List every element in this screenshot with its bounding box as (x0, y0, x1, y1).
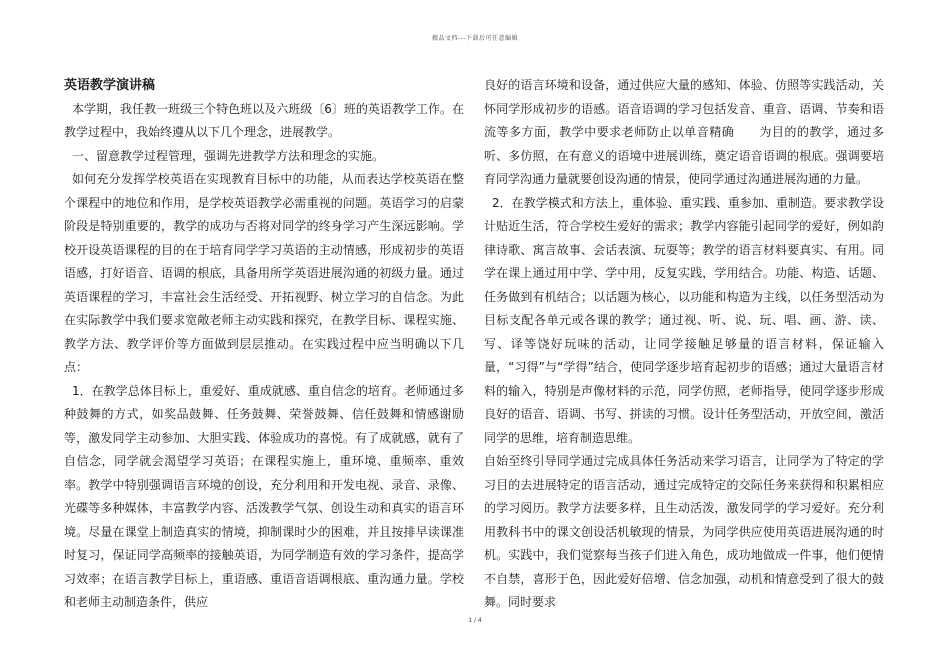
paragraph: 2．在教学模式和方法上，重体验、重实践、重参加、重制造。要求教学设计贴近生活，符合学校生爱好的需求；教学内容能引起同学的爱好，例如韵律诗歌、寓言故事、会话表演、玩耍等；教学的语言材料要真实、有用。同学在课上通过用中学、学中用，反复实践，学用结合。功能、构造、话题、任务做到有机结合；以话题为核心，以功能和构造为主线，以任务型活动为目标支配各单元或各课的教学；通过视、听、说、玩、唱、画、游、读、写、译等饶好玩味的活动，让同学接触足够量的语言材料，保证输入量，“习得”与“学得”结合，使同学逐步培育起初步的语感；通过大量语言材料的输入，特别是声像材料的示范，同学仿照，老师指导，使同学逐步形成良好的语音、语调、书写、拼读的习惯。设计任务型活动，开放空间，激活同学的思维，培育制造思维。 (484, 195, 884, 445)
section-heading: 一、留意教学过程管理，强调先进教学方法和理念的实施。 (72, 148, 385, 163)
page-header: 精品文档---下载后可任意编辑 (432, 35, 518, 42)
left-column (64, 74, 464, 615)
paragraph: 良好的语言环境和设备，通过供应大量的感知、体验、仿照等实践活动，关怀同学形成初步的语感。语音语调的学习包括发音、重音、语调、节奏和语流等多方面，教学中要求老师防止以单音精确 为目的的教学，通过多听、多仿照，在有意义的语境中进展训练，奠定语音语调的根底。强调要培育同学沟通力量就要创设沟通的情景，使同学通过沟通进展沟通的力量。 (484, 78, 884, 186)
paragraph: 自始至终引导同学通过完成具体任务活动来学习语言，让同学为了特定的学习目的去进展特定的语言活动，通过完成特定的交际任务来获得和积累相应的学习阅历。教学方法要多样，且生动活泼，激发同学的学习爱好。充分利用教科书中的课文创设活机敏现的情景，为同学供应使用英语进展沟通的时机。实践中，我们觉察每当孩子们进入角色，成功地做成一件事，他们便情不自禁，喜形于色，因此爱好倍增、信念加强，动机和情意受到了很大的鼓舞。同时要求 (484, 454, 884, 609)
paragraph: 本学期，我任教一班级三个特色班以及六班级〔6〕班的英语教学工作。在教学过程中，我始终遵从以下几个理念，进展教学。 (64, 101, 464, 139)
right-column (484, 74, 884, 615)
page-number: 1 / 4 (468, 617, 482, 624)
paragraph: 如何充分发挥学校英语在实现教育目标中的功能，从而表达学校英语在整个课程中的地位和作用，是学校英语教学必需重视的问题。英语学习的启蒙阶段是特别重要的，教学的成功与否将对同学的终身学习产生深远影响。学校开设英语课程的目的在于培育同学学习英语的主动情感，形成初步的英语语感，打好语音、语调的根底，具备用所学英语进展沟通的初级力量。通过英语课程的学习，丰富社会生活经受、开拓视野、树立学习的自信念。为此在实际教学中我们要求宽敞老师主动实践和探究，在教学目标、课程实施、教学方法、教学评价等方面做到层层推动。在实践过程中应当明确以下几点： (64, 172, 464, 374)
paragraph: 1．在教学总体目标上，重爱好、重成就感、重自信念的培育。老师通过多种鼓舞的方式，如奖品鼓舞、任务鼓舞、荣誉鼓舞、信任鼓舞和情感谢励等，激发同学主动参加、大胆实践、体验成功的喜悦。有了成就感，就有了自信念，同学就会渴望学习英语；在课程实施上，重环境、重频率、重效率。教学中特别强调语言环境的创设，充分利用和开发电视、录音、录像、光碟等多种媒体，丰富教学内容、活泼教学气氛、创设生动和真实的语言环境。尽量在课堂上制造真实的情境，抑制课时少的困难，并且按排早读课准时复习，保证同学高频率的接触英语，为同学制造有效的学习条件，提高学习效率；在语言教学目标上，重语感、重语音语调根底、重沟通力量。学校和老师主动制造条件，供应 (64, 383, 464, 609)
document-title: 英语教学演讲稿 (64, 78, 156, 93)
